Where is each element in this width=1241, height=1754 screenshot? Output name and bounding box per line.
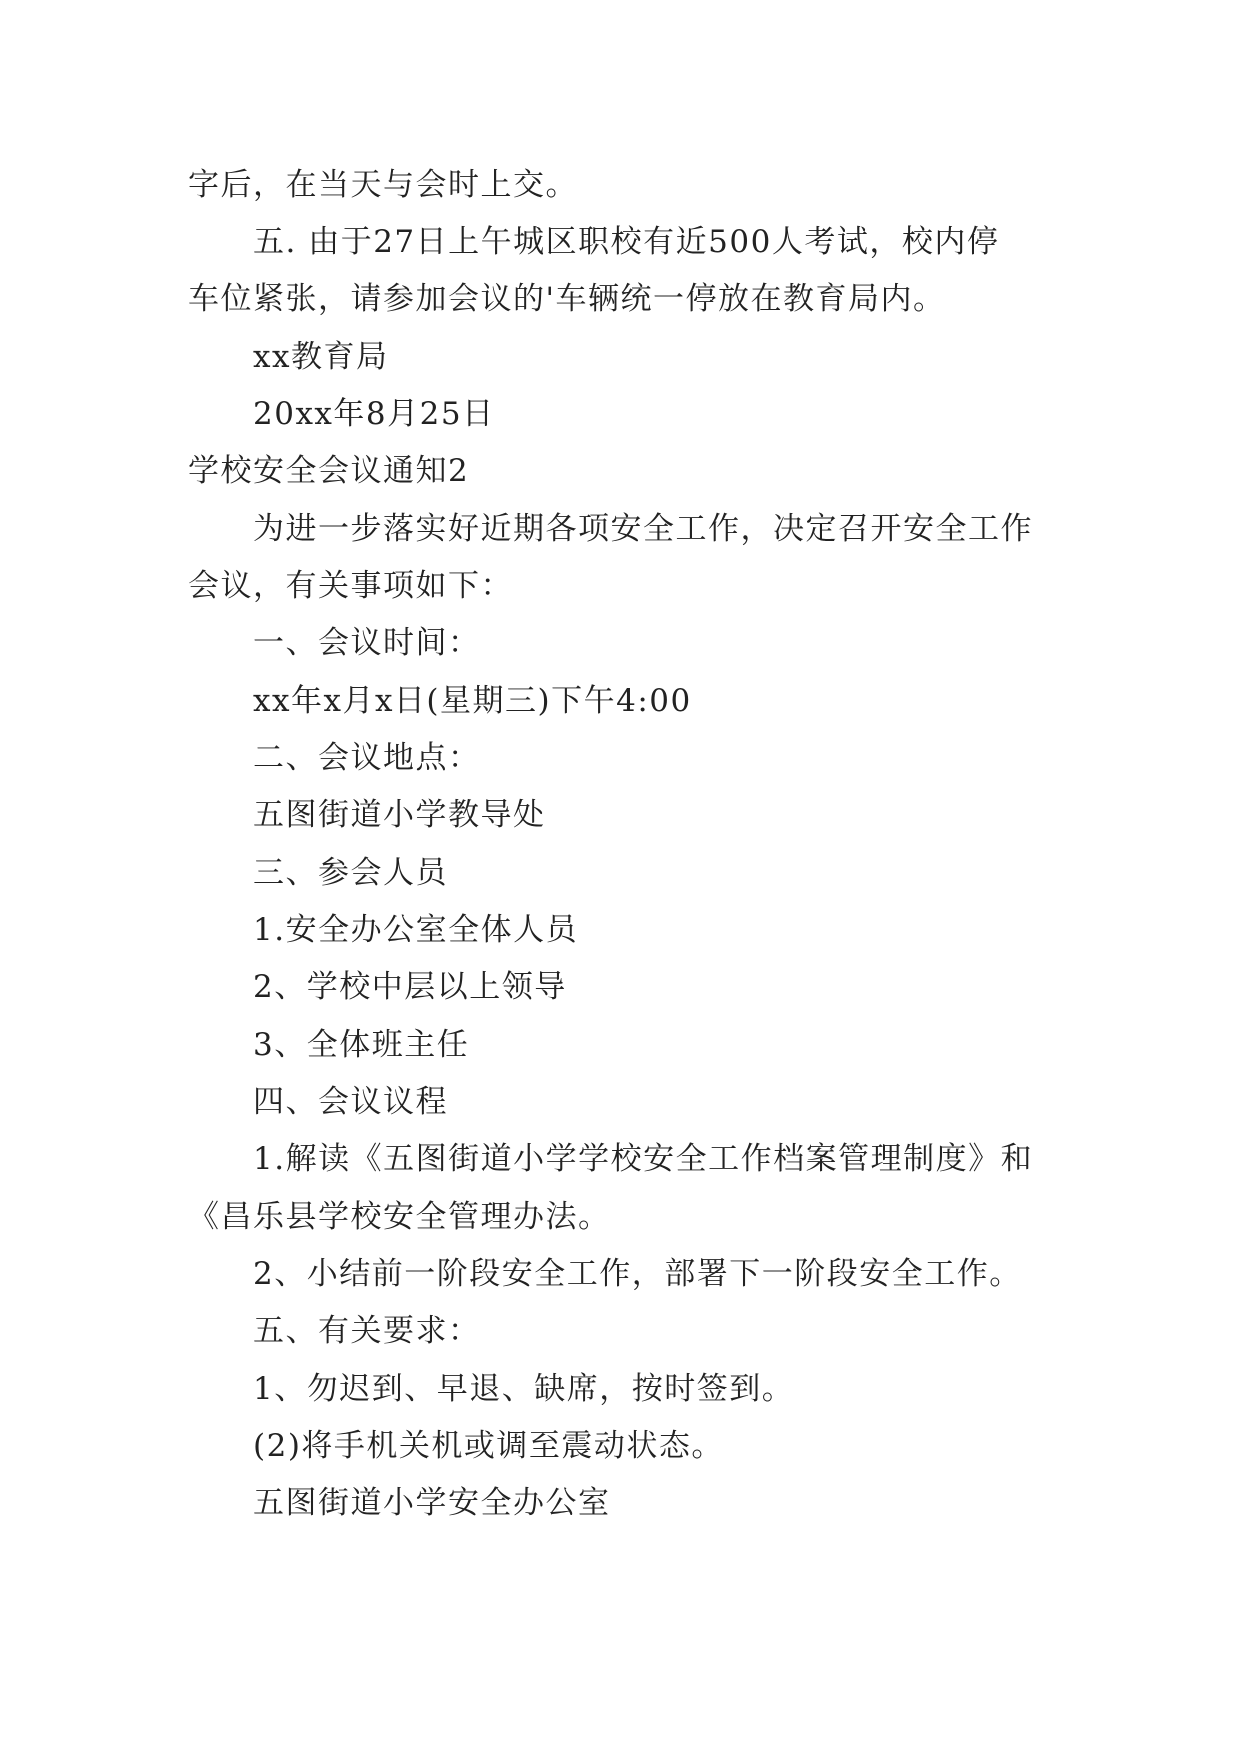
section-title: 学校安全会议通知2 [188,453,470,489]
list-item: 3、全体班主任 [253,1027,470,1063]
list-item: 1、勿迟到、早退、缺席，按时签到。 [253,1371,795,1407]
list-item: (2)将手机关机或调至震动状态。 [253,1428,724,1464]
list-heading: 二、会议地点： [253,740,481,776]
list-item: 1.安全办公室全体人员 [253,912,579,948]
text-line: 五. 由于27日上午城区职校有近500人考试，校内停 [253,224,1000,260]
list-heading: 三、参会人员 [253,855,448,891]
signature-org: 五图街道小学安全办公室 [253,1485,611,1521]
text-line: xx年x月x日(星期三)下午4:00 [253,683,692,719]
list-item: 1.解读《五图街道小学学校安全工作档案管理制度》和 [253,1141,1034,1177]
signature-org: xx教育局 [253,339,389,375]
signature-date: 20xx年8月25日 [253,396,495,432]
text-line: 车位紧张，请参加会议的'车辆统一停放在教育局内。 [188,281,946,317]
text-line: 五图街道小学教导处 [253,797,546,833]
text-line: 字后，在当天与会时上交。 [188,167,578,203]
list-heading: 五、有关要求： [253,1313,481,1349]
list-item: 2、小结前一阶段安全工作，部署下一阶段安全工作。 [253,1256,1022,1292]
text-line: 为进一步落实好近期各项安全工作，决定召开安全工作 [253,511,1033,547]
text-line: 《昌乐县学校安全管理办法。 [188,1199,611,1235]
list-heading: 一、会议时间： [253,625,481,661]
list-item: 2、学校中层以上领导 [253,969,567,1005]
list-heading: 四、会议议程 [253,1084,448,1120]
text-line: 会议，有关事项如下： [188,568,513,604]
